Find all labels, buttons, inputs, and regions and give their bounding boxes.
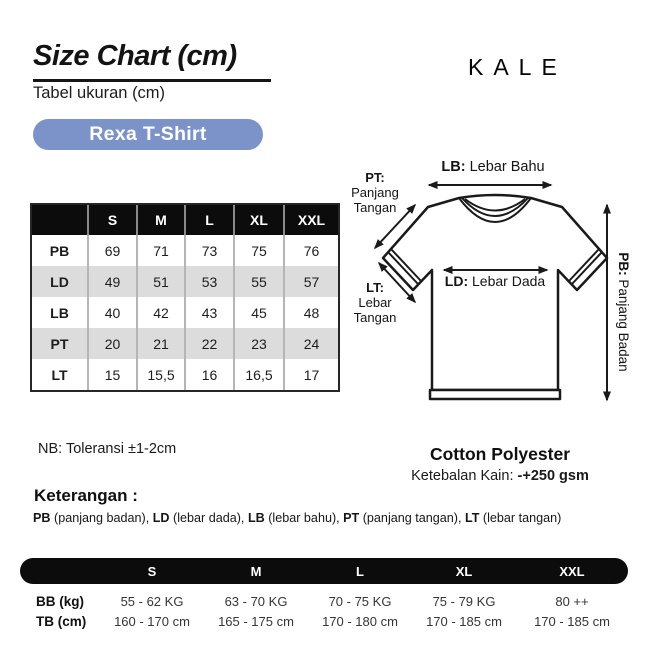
page-title: Size Chart (cm) <box>33 40 237 72</box>
pb-abbr: PB: <box>616 252 631 276</box>
size-value-cell: 43 <box>184 297 233 328</box>
product-badge <box>33 119 263 150</box>
size-row-label: LT <box>51 366 68 383</box>
lb-text: Lebar Bahu <box>469 159 545 175</box>
tolerance-note: NB: Toleransi ±1-2cm <box>38 441 177 457</box>
size-value-cell: 42 <box>136 297 184 328</box>
fit-value-cell: 160 - 170 cm <box>114 613 190 629</box>
fit-row-label: TB (cm) <box>36 613 87 629</box>
fabric-value: -+250 gsm <box>517 468 589 484</box>
size-value-cell: 71 <box>136 235 184 266</box>
fit-value-cell: 170 - 185 cm <box>426 613 502 629</box>
ld-label <box>425 274 565 289</box>
size-value-cell: 49 <box>87 266 136 297</box>
size-column-header: XXL <box>283 205 338 235</box>
size-row-LD <box>32 266 338 297</box>
size-value-cell: 22 <box>184 328 233 359</box>
pt-label <box>343 170 407 215</box>
brand-logo: KALE <box>468 54 567 80</box>
pb-text: Panjang Badan <box>616 279 631 372</box>
fit-table-body <box>20 592 628 631</box>
page-subtitle: Tabel ukuran (cm) <box>33 84 166 102</box>
legend-text: PB (panjang badan), LD (lebar dada), LB (lebar bahu), PT (panjang tangan), LT (lebar tangan) <box>33 511 562 525</box>
size-row-label: PT <box>50 335 69 352</box>
legend-abbr: LD <box>152 511 170 525</box>
fit-value-cell: 170 - 185 cm <box>534 613 610 629</box>
size-value-cell: 73 <box>184 235 233 266</box>
fabric-label: Ketebalan Kain: <box>411 468 514 484</box>
size-value-cell: 55 <box>233 266 283 297</box>
size-value-cell: 40 <box>87 297 136 328</box>
fit-value-cell: 170 - 180 cm <box>322 613 398 629</box>
size-column-header: S <box>87 205 136 235</box>
size-row-PT <box>32 328 338 359</box>
fit-column-header: L <box>356 563 364 579</box>
legend-abbr: PT <box>343 511 360 525</box>
size-column-header: L <box>184 205 233 235</box>
size-row-PB <box>32 235 338 266</box>
ld-text: Lebar Dada <box>472 273 546 289</box>
lb-abbr: LB: <box>441 159 466 175</box>
size-column-header: XL <box>233 205 283 235</box>
pb-label <box>611 242 631 382</box>
material-block <box>383 444 617 484</box>
size-value-cell: 15 <box>87 359 136 390</box>
legend-abbr: PB <box>33 511 51 525</box>
fit-table-header <box>20 558 628 584</box>
lb-label <box>419 160 567 175</box>
size-value-cell: 75 <box>233 235 283 266</box>
size-value-cell: 23 <box>233 328 283 359</box>
fit-column-header: XXL <box>559 563 585 579</box>
size-value-cell: 21 <box>136 328 184 359</box>
size-value-cell: 24 <box>283 328 338 359</box>
legend-abbr: LB <box>247 511 265 525</box>
fit-value-cell: 55 - 62 KG <box>120 594 184 610</box>
size-value-cell: 51 <box>136 266 184 297</box>
size-value-cell: 45 <box>233 297 283 328</box>
ld-abbr: LD: <box>444 273 469 289</box>
fit-value-cell: 80 ++ <box>555 594 589 610</box>
page-title-block <box>33 40 271 82</box>
size-row-label: LB <box>50 304 69 321</box>
size-row-LB <box>32 297 338 328</box>
size-value-cell: 57 <box>283 266 338 297</box>
legend-abbr: LT <box>464 511 480 525</box>
size-value-cell: 76 <box>283 235 338 266</box>
fit-row <box>20 592 628 612</box>
size-table-header-row <box>32 205 338 235</box>
pt-line2: Tangan <box>353 200 397 215</box>
size-value-cell: 16 <box>184 359 233 390</box>
size-value-cell: 53 <box>184 266 233 297</box>
tshirt-outline <box>383 195 607 399</box>
lt-line1: Lebar <box>358 295 392 310</box>
size-value-cell: 17 <box>283 359 338 390</box>
lt-abbr: LT: <box>366 280 384 295</box>
size-value-cell: 48 <box>283 297 338 328</box>
fit-column-header: M <box>250 563 262 579</box>
size-value-cell: 20 <box>87 328 136 359</box>
product-badge-label: Rexa T-Shirt <box>89 123 207 145</box>
pt-line1: Panjang <box>351 185 399 200</box>
lt-line2: Tangan <box>353 310 397 325</box>
size-table <box>30 203 340 392</box>
fit-column-header: S <box>147 563 157 579</box>
fit-value-cell: 70 - 75 KG <box>328 594 392 610</box>
tshirt-diagram <box>347 150 647 440</box>
size-row-label: LD <box>50 273 69 290</box>
fit-value-cell: 165 - 175 cm <box>218 613 294 629</box>
size-row-LT <box>32 359 338 390</box>
size-table-corner-cell <box>32 205 87 235</box>
size-value-cell: 15,5 <box>136 359 184 390</box>
material-title: Cotton Polyester <box>429 444 571 464</box>
lt-label <box>343 280 407 325</box>
fit-value-cell: 63 - 70 KG <box>224 594 288 610</box>
fit-value-cell: 75 - 79 KG <box>432 594 496 610</box>
fit-row-label: BB (kg) <box>36 594 84 610</box>
size-column-header: M <box>136 205 184 235</box>
fabric-weight <box>383 468 617 484</box>
size-row-label: PB <box>49 242 70 259</box>
pt-abbr: PT: <box>365 170 385 185</box>
size-value-cell: 16,5 <box>233 359 283 390</box>
fit-row <box>20 612 628 632</box>
legend-heading: Keterangan : <box>34 486 138 505</box>
fit-column-header: XL <box>455 563 473 579</box>
size-value-cell: 69 <box>87 235 136 266</box>
